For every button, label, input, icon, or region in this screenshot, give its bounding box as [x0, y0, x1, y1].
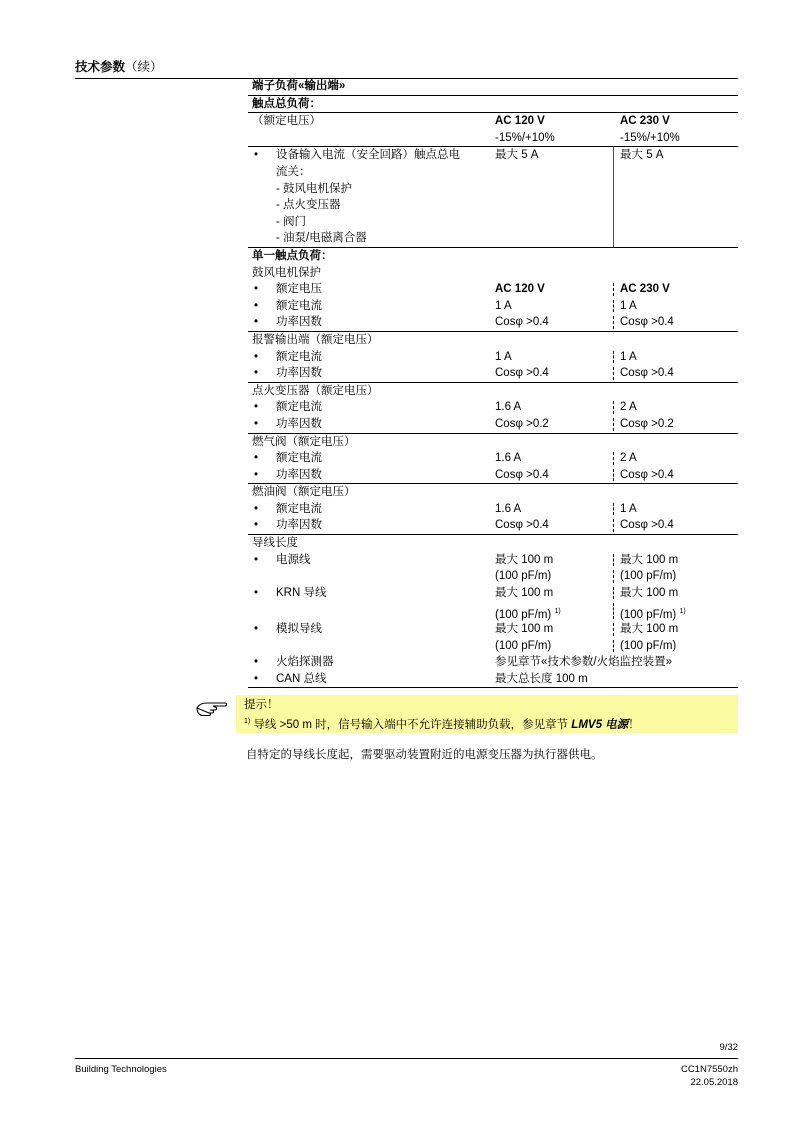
ignition-title: 点火变压器（额定电压）	[248, 382, 738, 400]
pointing-hand-icon	[196, 698, 228, 721]
fan-voltage-row: • 额定电压 AC 120 V AC 230 V	[254, 283, 670, 296]
ignition-pf-row: • 功率因数 Cosφ >0.2 Cosφ >0.2	[254, 417, 674, 430]
gas-pf-row: • 功率因数 Cosφ >0.4 Cosφ >0.4	[254, 468, 674, 481]
oil-current-row: • 额定电流 1.6 A 1 A	[254, 502, 637, 515]
fan-current-row: • 额定电流 1 A 1 A	[254, 299, 637, 312]
gas-valve-title: 燃气阀（额定电压）	[248, 433, 738, 451]
alarm-pf-row: • 功率因数 Cosφ >0.4 Cosφ >0.4	[254, 367, 674, 380]
power-cable-row: • 电源线 最大 100 m 最大 100 m	[254, 553, 679, 566]
table-title: 端子负荷«输出端»	[252, 80, 346, 92]
oil-valve-title: 燃油阀（额定电压）	[248, 483, 738, 501]
ignition-current-row: • 额定电流 1.6 A 2 A	[254, 401, 637, 414]
footer-doc-id: CC1N7550zh	[680, 1064, 738, 1075]
krn-cable-cap-row: (100 pF/m) $^{1)}$ (100 pF/m) $^{1)}$	[248, 601, 738, 621]
contact-total-heading: 触点总负荷：	[248, 95, 738, 113]
footer-divider	[75, 1058, 738, 1059]
fan-title: 鼓风电机保护	[252, 266, 321, 279]
oil-pf-row: • 功率因数 Cosφ >0.4 Cosφ >0.4	[254, 519, 674, 532]
terminal-load-table	[248, 78, 738, 688]
page-title: 技术参数（续）	[75, 60, 163, 74]
note-box	[236, 695, 738, 733]
column-divider	[613, 147, 614, 247]
single-contact-heading: 单一触点负荷：	[248, 247, 738, 265]
note-text: $^{1)}$ 导线 >50 m 时，信号输入端中不允许连接辅助负载，参见章节 LMV5 电源！	[244, 718, 640, 731]
cable-length-title: 导线长度	[248, 534, 738, 552]
footer-doc-info	[620, 1064, 738, 1089]
footer-company: Building Technologies	[75, 1064, 167, 1075]
rated-voltage-row: （额定电压） AC 120 V AC 230 V	[248, 112, 738, 130]
flame-detector-row: • 火焰探测器 参见章节«技术参数/火焰监控装置»	[254, 656, 672, 669]
alarm-current-row: • 额定电流 1 A 1 A	[254, 350, 637, 363]
power-cable-cap-row: (100 pF/m) (100 pF/m)	[495, 570, 677, 583]
fan-pf-row: • 功率因数 Cosφ >0.4 Cosφ >0.4	[254, 316, 674, 329]
analog-cable-row: • 模拟导线 最大 100 m 最大 100 m	[254, 623, 679, 636]
gas-current-row: • 额定电流 1.6 A 2 A	[254, 452, 637, 465]
page-number: 9/32	[719, 1042, 738, 1053]
footer-date: 22.05.2018	[690, 1076, 738, 1088]
analog-cable-cap-row: (100 pF/m) (100 pF/m)	[495, 639, 677, 652]
tolerance-row: -15%/+10% -15%/+10%	[495, 131, 680, 144]
body-paragraph: 自特定的导线长度起，需要驱动装置附近的电源变压器为执行器供电。	[246, 749, 603, 761]
alarm-title: 报警输出端（额定电压）	[248, 331, 738, 349]
total-current-block: • 设备输入电流（安全回路）触点总电 流关： - 鼓风电机保护 - 点火变压器 - 阀门 - 油泵/电磁离合器 最大 5 A 最大 5 A	[248, 146, 738, 247]
krn-cable-row: • KRN 导线 最大 100 m 最大 100 m	[254, 586, 679, 599]
can-bus-row: • CAN 总线 最大总长度 100 m	[248, 671, 738, 689]
note-hint: 提示！	[244, 699, 279, 711]
